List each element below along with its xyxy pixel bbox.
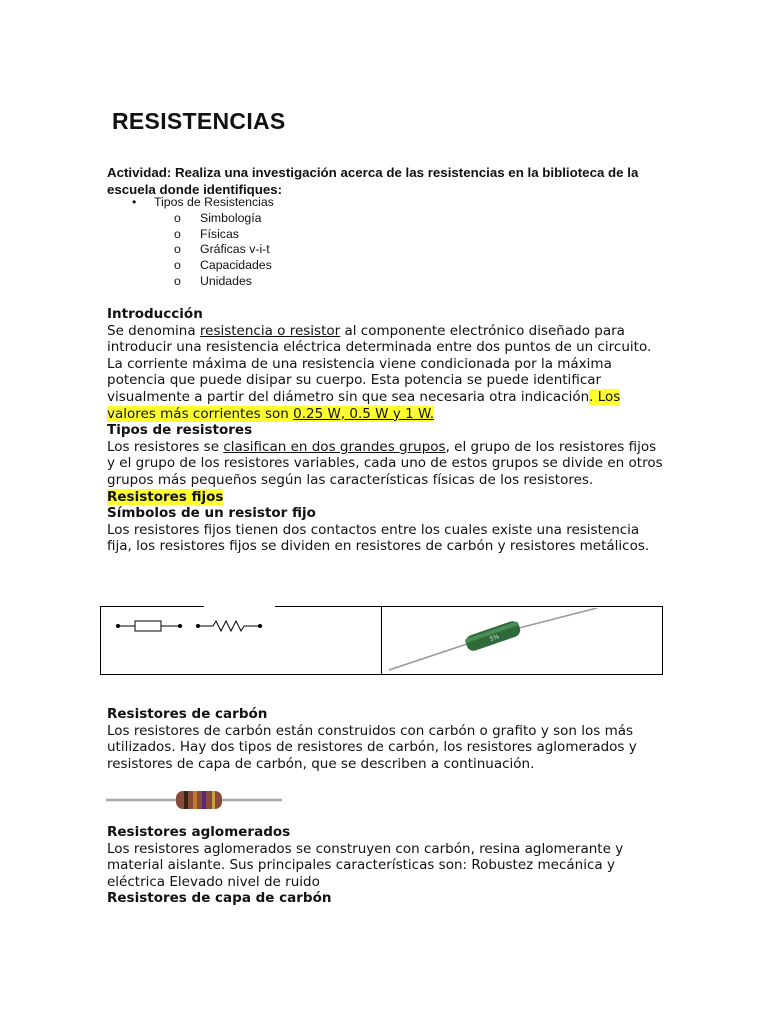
carbon-paragraph: Los resistores de carbón están construidos con carbón o grafito y son los más utilizados. Hay dos tipos de resistores de carbón, los resistores aglomerados y resistores de capa de carbón, que se describen a continuación. (107, 722, 637, 772)
resistor-link[interactable]: resistencia o resistor (199, 322, 341, 339)
capa-heading: Resistores de capa de carbón (107, 890, 332, 907)
aglomerados-section (107, 824, 667, 907)
aglomerados-heading: Resistores aglomerados (107, 824, 291, 840)
carbon-section (107, 706, 667, 772)
intro-section (107, 306, 667, 555)
list-item: o Capacidades (132, 258, 274, 274)
resistor-images-table (100, 606, 663, 675)
list-item: • Tipos de Resistencias (132, 195, 274, 211)
intro-paragraph-2: La corriente máxima de una resistencia viene condicionada por la máxima potencia que puede disipar su cuerpo. Esta potencia se puede identificar visualmente a partir del diámetro sin que sea necesaria otra indicación. Los valores más corrientes son 0.25 W, 0.5 W y 1 W. (107, 355, 621, 422)
tipos-heading: Tipos de resistores (107, 422, 253, 439)
list-item: o Gráficas v-i-t (132, 242, 274, 258)
svg-text:5%: 5% (488, 633, 501, 643)
intro-paragraph-1: Se denomina resistencia o resistor al componente electrónico diseñado para introducir una resistencia eléctrica determinada entre dos puntos de un circuito. (107, 322, 652, 356)
carbon-heading: Resistores de carbón (107, 706, 268, 722)
carbon-resistor-icon (106, 788, 282, 812)
activity-instruction: Actividad: Realiza una investigación acerca de las resistencias en la biblioteca de la escuela donde identifiques: (107, 165, 639, 197)
list-item: o Físicas (132, 227, 274, 243)
fijos-paragraph: Los resistores fijos tienen dos contactos entre los cuales existe una resistencia fija, los resistores fijos se dividen en resistores de carbón y resistores metálicos. (107, 521, 650, 555)
list-item: o Unidades (132, 274, 274, 290)
aglomerados-paragraph: Los resistores aglomerados se construyen con carbón, resina aglomerante y material aislante. Sus principales características son: Robustez mecánica y eléctrica Elevado nivel de ruido (107, 840, 624, 890)
intro-heading: Introducción (107, 306, 203, 322)
topics-list (132, 195, 274, 290)
fijos-heading: Resistores fijos (107, 488, 224, 505)
resistor-symbols-icon (110, 616, 280, 636)
list-item: o Simbología (132, 211, 274, 227)
page-title: RESISTENCIAS (112, 108, 286, 134)
tipos-paragraph: Los resistores se clasifican en dos grandes grupos, el grupo de los resistores fijos y el grupo de los resistores variables, cada uno de estos grupos se divide en otros grupos más pequeños según las características físicas de los resistores. (107, 438, 663, 488)
green-resistor-icon (387, 608, 659, 672)
symbols-heading: Símbolos de un resistor fijo (107, 505, 316, 522)
